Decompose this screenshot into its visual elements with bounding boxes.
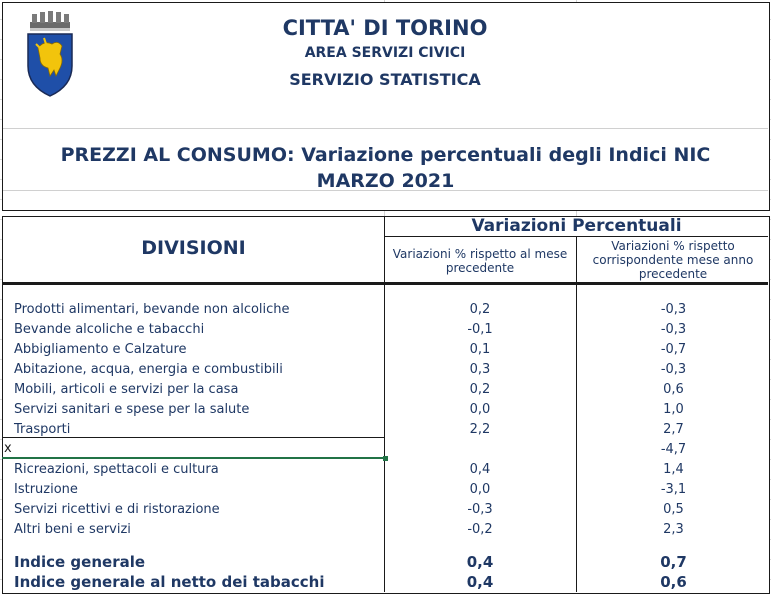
value-prev-year: -0,7 <box>660 342 687 357</box>
value-prev-year: 1,0 <box>663 402 684 417</box>
fill-handle[interactable] <box>383 456 388 461</box>
value-prev-month: 0,2 <box>469 382 491 397</box>
row-label: Ricreazioni, spettacoli e cultura <box>14 462 219 477</box>
report-period: MARZO 2021 <box>316 170 455 192</box>
value-prev-month: 0,4 <box>469 462 491 477</box>
selected-cell[interactable] <box>2 437 385 459</box>
cell-edit-text[interactable]: x <box>4 441 12 456</box>
value-prev-year: 0,6 <box>663 382 684 397</box>
value-prev-year: 0,5 <box>663 502 684 517</box>
row-label: Mobili, articoli e servizi per la casa <box>14 382 239 397</box>
total-net-value-year: 0,6 <box>660 573 687 591</box>
row-label: Altri beni e servizi <box>14 522 131 537</box>
row-label-total: Indice generale <box>14 553 146 571</box>
row-label: Servizi ricettivi e di ristorazione <box>14 502 220 517</box>
row-label: Abbigliamento e Calzature <box>14 342 187 357</box>
value-prev-month: 0,0 <box>469 402 491 417</box>
value-prev-year: -3,1 <box>660 482 687 497</box>
value-prev-year: 1,4 <box>663 462 684 477</box>
value-prev-month: -0,2 <box>467 522 493 537</box>
col-header-prev-year: Variazioni % rispetto corrispondente mese anno precedente <box>592 239 754 281</box>
total-value-year: 0,7 <box>660 553 687 571</box>
col-header-prev-month: Variazioni % rispetto al mese precedente <box>392 247 568 275</box>
row-label: Trasporti <box>14 422 71 437</box>
value-prev-year: -4,7 <box>660 442 687 457</box>
value-prev-year: 2,7 <box>663 422 684 437</box>
row-label: Servizi sanitari e spese per la salute <box>14 402 250 417</box>
value-prev-year: -0,3 <box>660 362 687 377</box>
service-subtitle: SERVIZIO STATISTICA <box>289 70 481 89</box>
row-label-total-net: Indice generale al netto dei tabacchi <box>14 573 325 591</box>
value-prev-month: 0,1 <box>469 342 491 357</box>
area-subtitle: AREA SERVIZI CIVICI <box>304 45 466 61</box>
divisions-header: DIVISIONI <box>141 237 246 259</box>
row-label: Prodotti alimentari, bevande non alcoliche <box>14 302 290 317</box>
value-prev-month: 0,3 <box>469 362 491 377</box>
report-title: PREZZI AL CONSUMO: Variazione percentuali degli Indici NIC <box>60 144 711 166</box>
row-label: Abitazione, acqua, energia e combustibili <box>14 362 283 377</box>
value-prev-year: -0,3 <box>660 322 687 337</box>
value-prev-month: -0,1 <box>467 322 493 337</box>
torino-coat-of-arms-icon <box>22 10 78 98</box>
value-prev-month: 0,2 <box>469 302 491 317</box>
value-prev-month: 2,2 <box>469 422 491 437</box>
value-prev-month: -0,3 <box>467 502 493 517</box>
row-label: Bevande alcoliche e tabacchi <box>14 322 205 337</box>
total-net-value-month: 0,4 <box>466 573 494 591</box>
row-label: Istruzione <box>14 482 78 497</box>
value-prev-year: -0,3 <box>660 302 687 317</box>
variations-header: Variazioni Percentuali <box>471 216 682 236</box>
value-prev-month: 0,0 <box>469 482 491 497</box>
total-value-month: 0,4 <box>466 553 494 571</box>
value-prev-year: 2,3 <box>663 522 684 537</box>
city-title: CITTA' DI TORINO <box>282 16 488 40</box>
